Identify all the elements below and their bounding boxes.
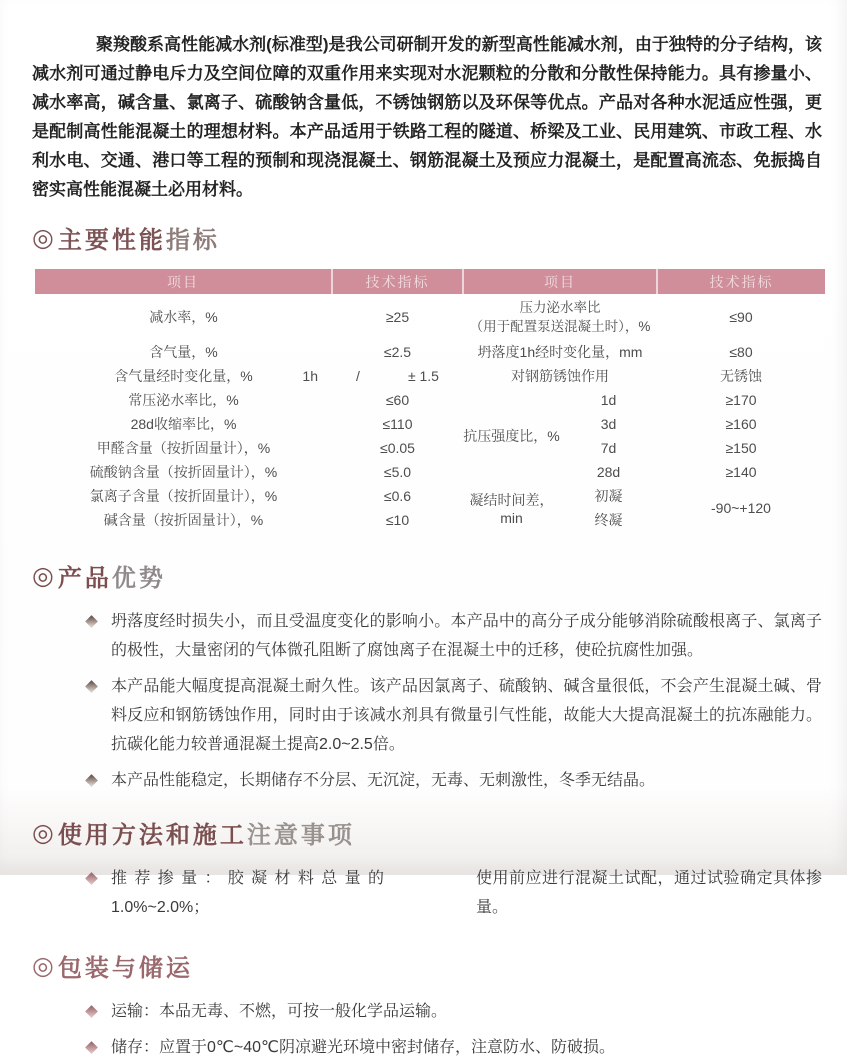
advantages-list bbox=[32, 607, 822, 795]
item-cell: 对钢筋锈蚀作用 bbox=[511, 368, 609, 384]
item-cell: 压力泌水率比 （用于配置泵送混凝土时），% bbox=[469, 300, 651, 334]
performance-table bbox=[35, 269, 825, 532]
list-item: 运输：本品无毒、不燃，可按一般化学品运输。 bbox=[87, 997, 822, 1026]
list-item: 本产品能大幅度提高混凝土耐久性。该产品因氯离子、硫酸钠、碱含量很低，不会产生混凝土碱、骨料反应和钢筋锈蚀作用，同时由于该减水剂具有微量引气性能，故能大大提高混凝土的抗冻融能力。抗碳化能力较普通混凝土提高2.0~2.5倍。 bbox=[87, 672, 822, 759]
diamond-bullet-icon bbox=[85, 615, 98, 628]
item-cell: 甲醛含量（按折固量计），% bbox=[96, 440, 271, 456]
usage-list bbox=[32, 864, 822, 922]
double-circle-icon: ◎ bbox=[32, 818, 54, 847]
table-row bbox=[35, 436, 825, 460]
age-cell: 28d bbox=[596, 464, 621, 480]
value-cell: ≤60 bbox=[385, 392, 410, 408]
value-cell: ≥140 bbox=[725, 464, 757, 480]
column-header-spec-left: 技术指标 bbox=[332, 269, 463, 294]
value-cell: ≤0.6 bbox=[383, 488, 412, 504]
table-row bbox=[35, 412, 825, 436]
section-title-text: 产品 bbox=[57, 565, 112, 592]
section-title-usage: ◎ 使用方法和施工 注意事项 bbox=[32, 815, 822, 850]
value-cell: ≥150 bbox=[725, 440, 757, 456]
table-header-row bbox=[35, 269, 825, 294]
value-cell: ≥25 bbox=[385, 309, 410, 325]
double-circle-icon: ◎ bbox=[32, 561, 54, 590]
section-title-text: 使用方法和施工 bbox=[57, 822, 247, 849]
setting-sub-cell: 终凝 bbox=[594, 512, 623, 528]
value-cell: ≥170 bbox=[725, 392, 757, 408]
age-cell: 1d bbox=[600, 392, 617, 408]
value-cell: ≤0.05 bbox=[380, 440, 415, 456]
value-cell: ≤110 bbox=[382, 416, 413, 432]
packaging-list bbox=[32, 997, 822, 1062]
item-cell: 硫酸钠含量（按折固量计），% bbox=[89, 464, 278, 480]
section-title-performance: ◎ 主要性能 指标 bbox=[32, 220, 822, 255]
value-cell: ≤90 bbox=[729, 309, 753, 325]
table-row bbox=[35, 484, 825, 508]
section-title-text: 主要性能 bbox=[57, 227, 166, 254]
diamond-bullet-icon bbox=[85, 680, 98, 693]
setting-sub-cell: 初凝 bbox=[594, 488, 623, 504]
diamond-bullet-icon bbox=[85, 1041, 98, 1054]
list-item: 坍落度经时损失小，而且受温度变化的影响小。本产品中的高分子成分能够消除硫酸根离子、氯离子的极性，大量密闭的气体微孔阻断了腐蚀离子在混凝土中的迁移，使砼抗腐性加强。 bbox=[87, 607, 822, 665]
strength-ratio-label: 抗压强度比，% bbox=[463, 428, 560, 444]
value-cell: -90~+120 bbox=[711, 500, 771, 516]
column-header-item-left: 项目 bbox=[35, 269, 332, 294]
double-circle-icon: ◎ bbox=[32, 223, 54, 252]
diamond-bullet-icon bbox=[85, 774, 98, 787]
value-cell: ≤80 bbox=[729, 344, 753, 360]
item-cell: 常压泌水率比，% bbox=[128, 392, 239, 408]
table-row bbox=[35, 388, 825, 412]
age-cell: 3d bbox=[600, 416, 617, 432]
value-cell: ≤5.0 bbox=[383, 464, 412, 480]
spacer bbox=[384, 864, 476, 922]
intro-paragraph: 聚羧酸系高性能减水剂(标准型)是我公司研制开发的新型高性能减水剂，由于独特的分子结构，该减水剂可通过静电斥力及空间位障的双重作用来实现对水泥颗粒的分散和分散性保持能力。具有掺量小、减水率高，碱含量、氯离子、硫酸钠含量低，不锈蚀钢筋以及环保等优点。产品对各种水泥适应性强，更是配制高性能混凝土的理想材料。本产品适用于铁路工程的隧道、桥梁及工业、民用建筑、市政工程、水利水电、交通、港口等工程的预制和现浇混凝土、钢筋混凝土及预应力混凝土，是配置高流态、免振捣自密实高性能混凝土必用材料。 bbox=[32, 35, 822, 199]
diamond-bullet-icon bbox=[85, 1005, 98, 1018]
age-cell: 7d bbox=[600, 440, 617, 456]
item-cell: 含气量经时变化量，% 1h bbox=[114, 368, 318, 384]
double-circle-icon: ◎ bbox=[32, 951, 54, 980]
list-item: 本产品性能稳定，长期储存不分层、无沉淀，无毒、无刺激性，冬季无结晶。 bbox=[87, 766, 822, 795]
table-row bbox=[35, 364, 825, 388]
item-cell: 氯离子含量（按折固量计），% bbox=[89, 488, 278, 504]
section-title-advantages: ◎ 产品 优势 bbox=[32, 558, 822, 593]
item-cell: 减水率，% bbox=[149, 309, 218, 325]
value-cell: ≤10 bbox=[385, 512, 410, 528]
value-cell: ≥160 bbox=[725, 416, 757, 432]
column-header-item-right: 项目 bbox=[463, 269, 657, 294]
value-cell: / ± 1.5 bbox=[356, 368, 439, 384]
table-row bbox=[35, 460, 825, 484]
time-sub-label: 1h bbox=[302, 368, 318, 384]
section-title-packaging bbox=[32, 948, 822, 983]
column-header-spec-right: 技术指标 bbox=[657, 269, 825, 294]
value-cell: 无锈蚀 bbox=[720, 368, 762, 384]
item-cell: 坍落度1h经时变化量，mm bbox=[477, 344, 643, 360]
setting-time-label: 凝结时间差，min bbox=[469, 492, 554, 526]
value-cell: ≤2.5 bbox=[383, 344, 412, 360]
table-row bbox=[35, 340, 825, 364]
table-row bbox=[35, 294, 825, 340]
section-title-text: 包装与储运 bbox=[57, 955, 193, 982]
list-item: 储存：应置于0℃~40℃阴凉避光环境中密封储存，注意防水、防破损。 bbox=[87, 1033, 822, 1062]
item-cell: 28d收缩率比，% bbox=[130, 416, 237, 432]
trial-mix-text: 使用前应进行混凝土试配，通过试验确定具体掺量。 bbox=[475, 870, 822, 916]
item-cell: 含气量，% bbox=[149, 344, 218, 360]
item-cell: 碱含量（按折固量计），% bbox=[103, 512, 264, 528]
diamond-bullet-icon bbox=[85, 872, 98, 885]
dosage-text: 推荐掺量：胶凝材料总量的1.0%~2.0%； bbox=[111, 870, 384, 916]
list-item bbox=[87, 864, 822, 922]
